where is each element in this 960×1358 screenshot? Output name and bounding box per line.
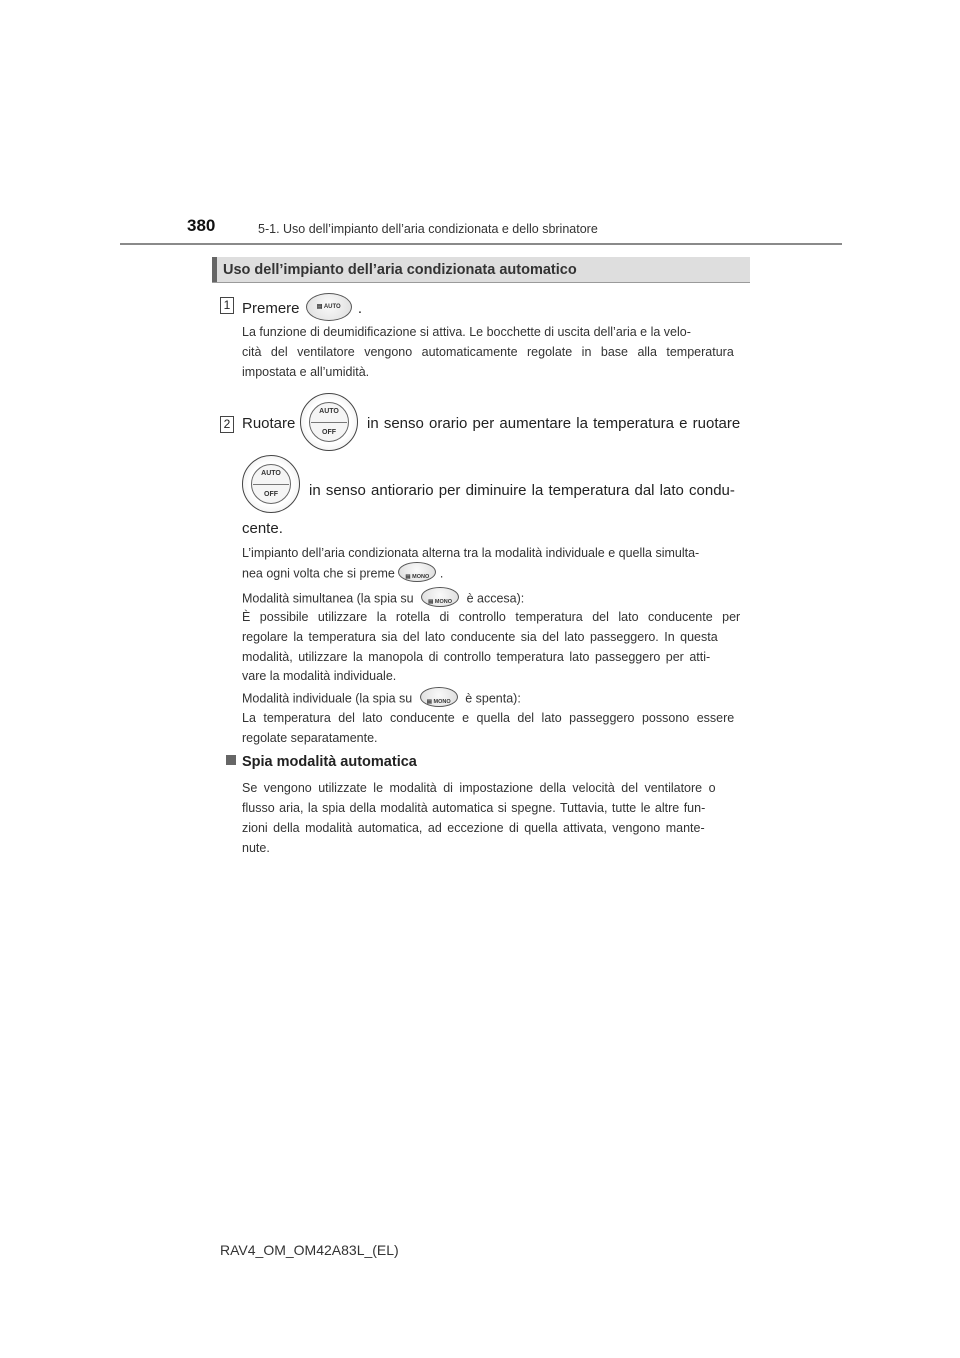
knob-label-off: OFF	[322, 429, 336, 436]
step1-desc-line-3: impostata e all’umidità.	[242, 365, 370, 379]
mono-button-icon-3: ▤ MONO	[420, 687, 458, 707]
auto-line-4: nute.	[242, 841, 270, 855]
document-code: RAV4_OM_OM42A83L_(EL)	[220, 1242, 399, 1258]
step2-text-c: in senso antiorario per diminuire la temperatura dal lato condu-	[309, 482, 735, 499]
auto-line-3: zioni della modalità automatica, ad eccezione di quella attivata, vengono mante-	[242, 821, 705, 835]
section-title: Uso dell’impianto dell’aria condizionata automatico	[223, 262, 577, 278]
auto-line-2: flusso aria, la spia della modalità automatica si spegne. Tuttavia, tutte le altre fun-	[242, 801, 706, 815]
section-heading-bar	[212, 257, 750, 283]
mono-button-icon-2: ▤ MONO	[421, 587, 459, 607]
step2-text-a: Ruotare	[242, 415, 296, 432]
auto-button-label: AUTO	[323, 304, 341, 310]
step-number-2: 2	[220, 416, 234, 433]
step1-desc-line-1: La funzione di deumidificazione si attiva. Le bocchette di uscita dell’aria e la velo-	[242, 325, 691, 339]
ind-line-1: La temperatura del lato conducente e quella del lato passeggero possono essere	[242, 711, 735, 725]
auto-indicator-heading: Spia modalità automatica	[226, 754, 417, 770]
sim-line-4: vare la modalità individuale.	[242, 669, 397, 683]
simultaneous-mode-label: Modalità simultanea (la spia su ▤ MONO è accesa):	[242, 589, 524, 609]
step2-para1-line1: L’impianto dell’aria condizionata alterna tra la modalità individuale e quella simulta-	[242, 546, 700, 560]
bullet-square-icon	[226, 755, 236, 765]
sim-line-2: regolare la temperatura sia del lato conducente sia del lato passeggero. In questa	[242, 630, 718, 644]
page-number: 380	[187, 216, 216, 235]
section-accent	[212, 257, 217, 282]
auto-button-icon: ▤ AUTO	[306, 293, 352, 321]
step1-desc-line-2: cità del ventilatore vengono automaticamente regolate in base alla temperatura	[242, 345, 734, 359]
step1-text-after: .	[357, 299, 363, 317]
temperature-knob-icon-2	[242, 455, 300, 513]
step1-text-before: Premere	[242, 299, 300, 317]
ind-line-2: regolate separatamente.	[242, 731, 378, 745]
knob-label-auto: AUTO	[319, 408, 339, 415]
header-divider	[120, 243, 842, 245]
knob2-label-auto: AUTO	[261, 470, 281, 477]
step2-text-b: in senso orario per aumentare la temperatura e ruotare	[367, 415, 741, 432]
auto-line-1: Se vengono utilizzate le modalità di impostazione della velocità del ventilatore o	[242, 781, 716, 795]
sim-line-1: È possibile utilizzare la rotella di controllo temperatura del lato conducente per	[242, 610, 741, 624]
step-number-1: 1	[220, 297, 234, 314]
chapter-title: 5-1. Uso dell’impianto dell’aria condizionata e dello sbrinatore	[258, 222, 598, 236]
knob2-label-off: OFF	[264, 491, 278, 498]
individual-mode-label: Modalità individuale (la spia su ▤ MONO è spenta):	[242, 689, 521, 709]
sim-line-3: modalità, utilizzare la manopola di controllo temperatura lato passeggero per atti-	[242, 650, 711, 664]
step2-text-d: cente.	[242, 520, 283, 537]
step1-instruction	[242, 295, 362, 323]
temperature-knob-icon	[300, 393, 358, 451]
step2-para1-line2: nea ogni volta che si preme ▤ MONO .	[242, 564, 443, 584]
mono-button-icon: ▤ MONO	[398, 562, 436, 582]
